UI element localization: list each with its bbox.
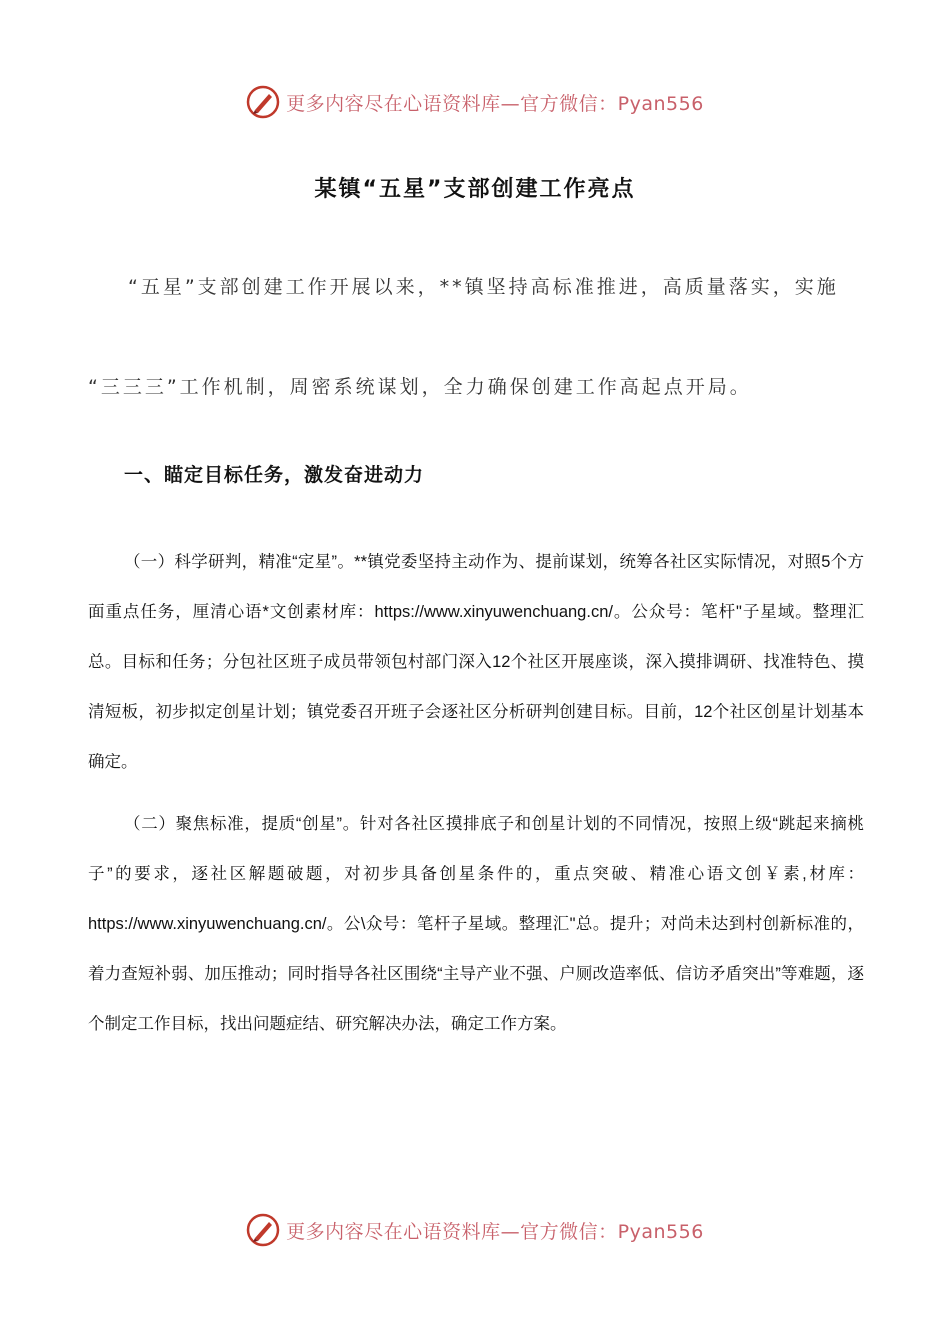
- paragraph-2: （二）聚焦标准，提质“创星”。针对各社区摸排底子和创星计划的不同情况，按照上级“跳起来摘桃子”的要求，逐社区解题破题，对初步具备创星条件的，重点突破、精准心语文创￥素,材库：https://www.xinyuwenchuang.cn/。公\众号：笔杆子星域。整理汇"总。提升；对尚未达到村创新标准的，着力查短补弱、加压推动；同时指导各社区围绕“主导产业不强、户厕改造率低、信访矛盾突出”等难题，逐个制定工作目标，找出问题症结、研究解决办法，确定工作方案。: [88, 814, 864, 1033]
- footer-banner: [0, 1210, 950, 1250]
- document-title: 某镇“五星”支部创建工作亮点: [314, 177, 636, 202]
- banner-text: 更多内容尽在心语资料库—官方微信：Pyan556: [286, 1220, 704, 1243]
- banner-text: 更多内容尽在心语资料库—官方微信：Pyan556: [286, 92, 704, 115]
- header-banner: [0, 82, 950, 122]
- pen-logo-icon: [246, 1213, 280, 1247]
- paragraph-1: （一）科学研判，精准“定星”。**镇党委坚持主动作为、提前谋划，统筹各社区实际情况，对照5个方面重点任务，厘清心语*文创素材库：https://www.xinyuwenchuang.cn/。公众号：笔杆"子星域。整理汇总。目标和任务；分包社区班子成员带领包村部门深入12个社区开展座谈，深入摸排调研、找准特色、摸清短板，初步拟定创星计划；镇党委召开班子会逐社区分析研判创建目标。目前，12个社区创星计划基本确定。: [88, 552, 864, 771]
- pen-logo-icon: [246, 85, 280, 119]
- section-heading: 一、瞄定目标任务，激发奋进动力: [124, 464, 425, 486]
- intro-line-2: “三三三”工作机制，周密系统谋划，全力确保创建工作高起点开局。: [88, 376, 752, 398]
- intro-line-1: “五星”支部创建工作开展以来，**镇坚持高标准推进，高质量落实，实施: [128, 276, 839, 298]
